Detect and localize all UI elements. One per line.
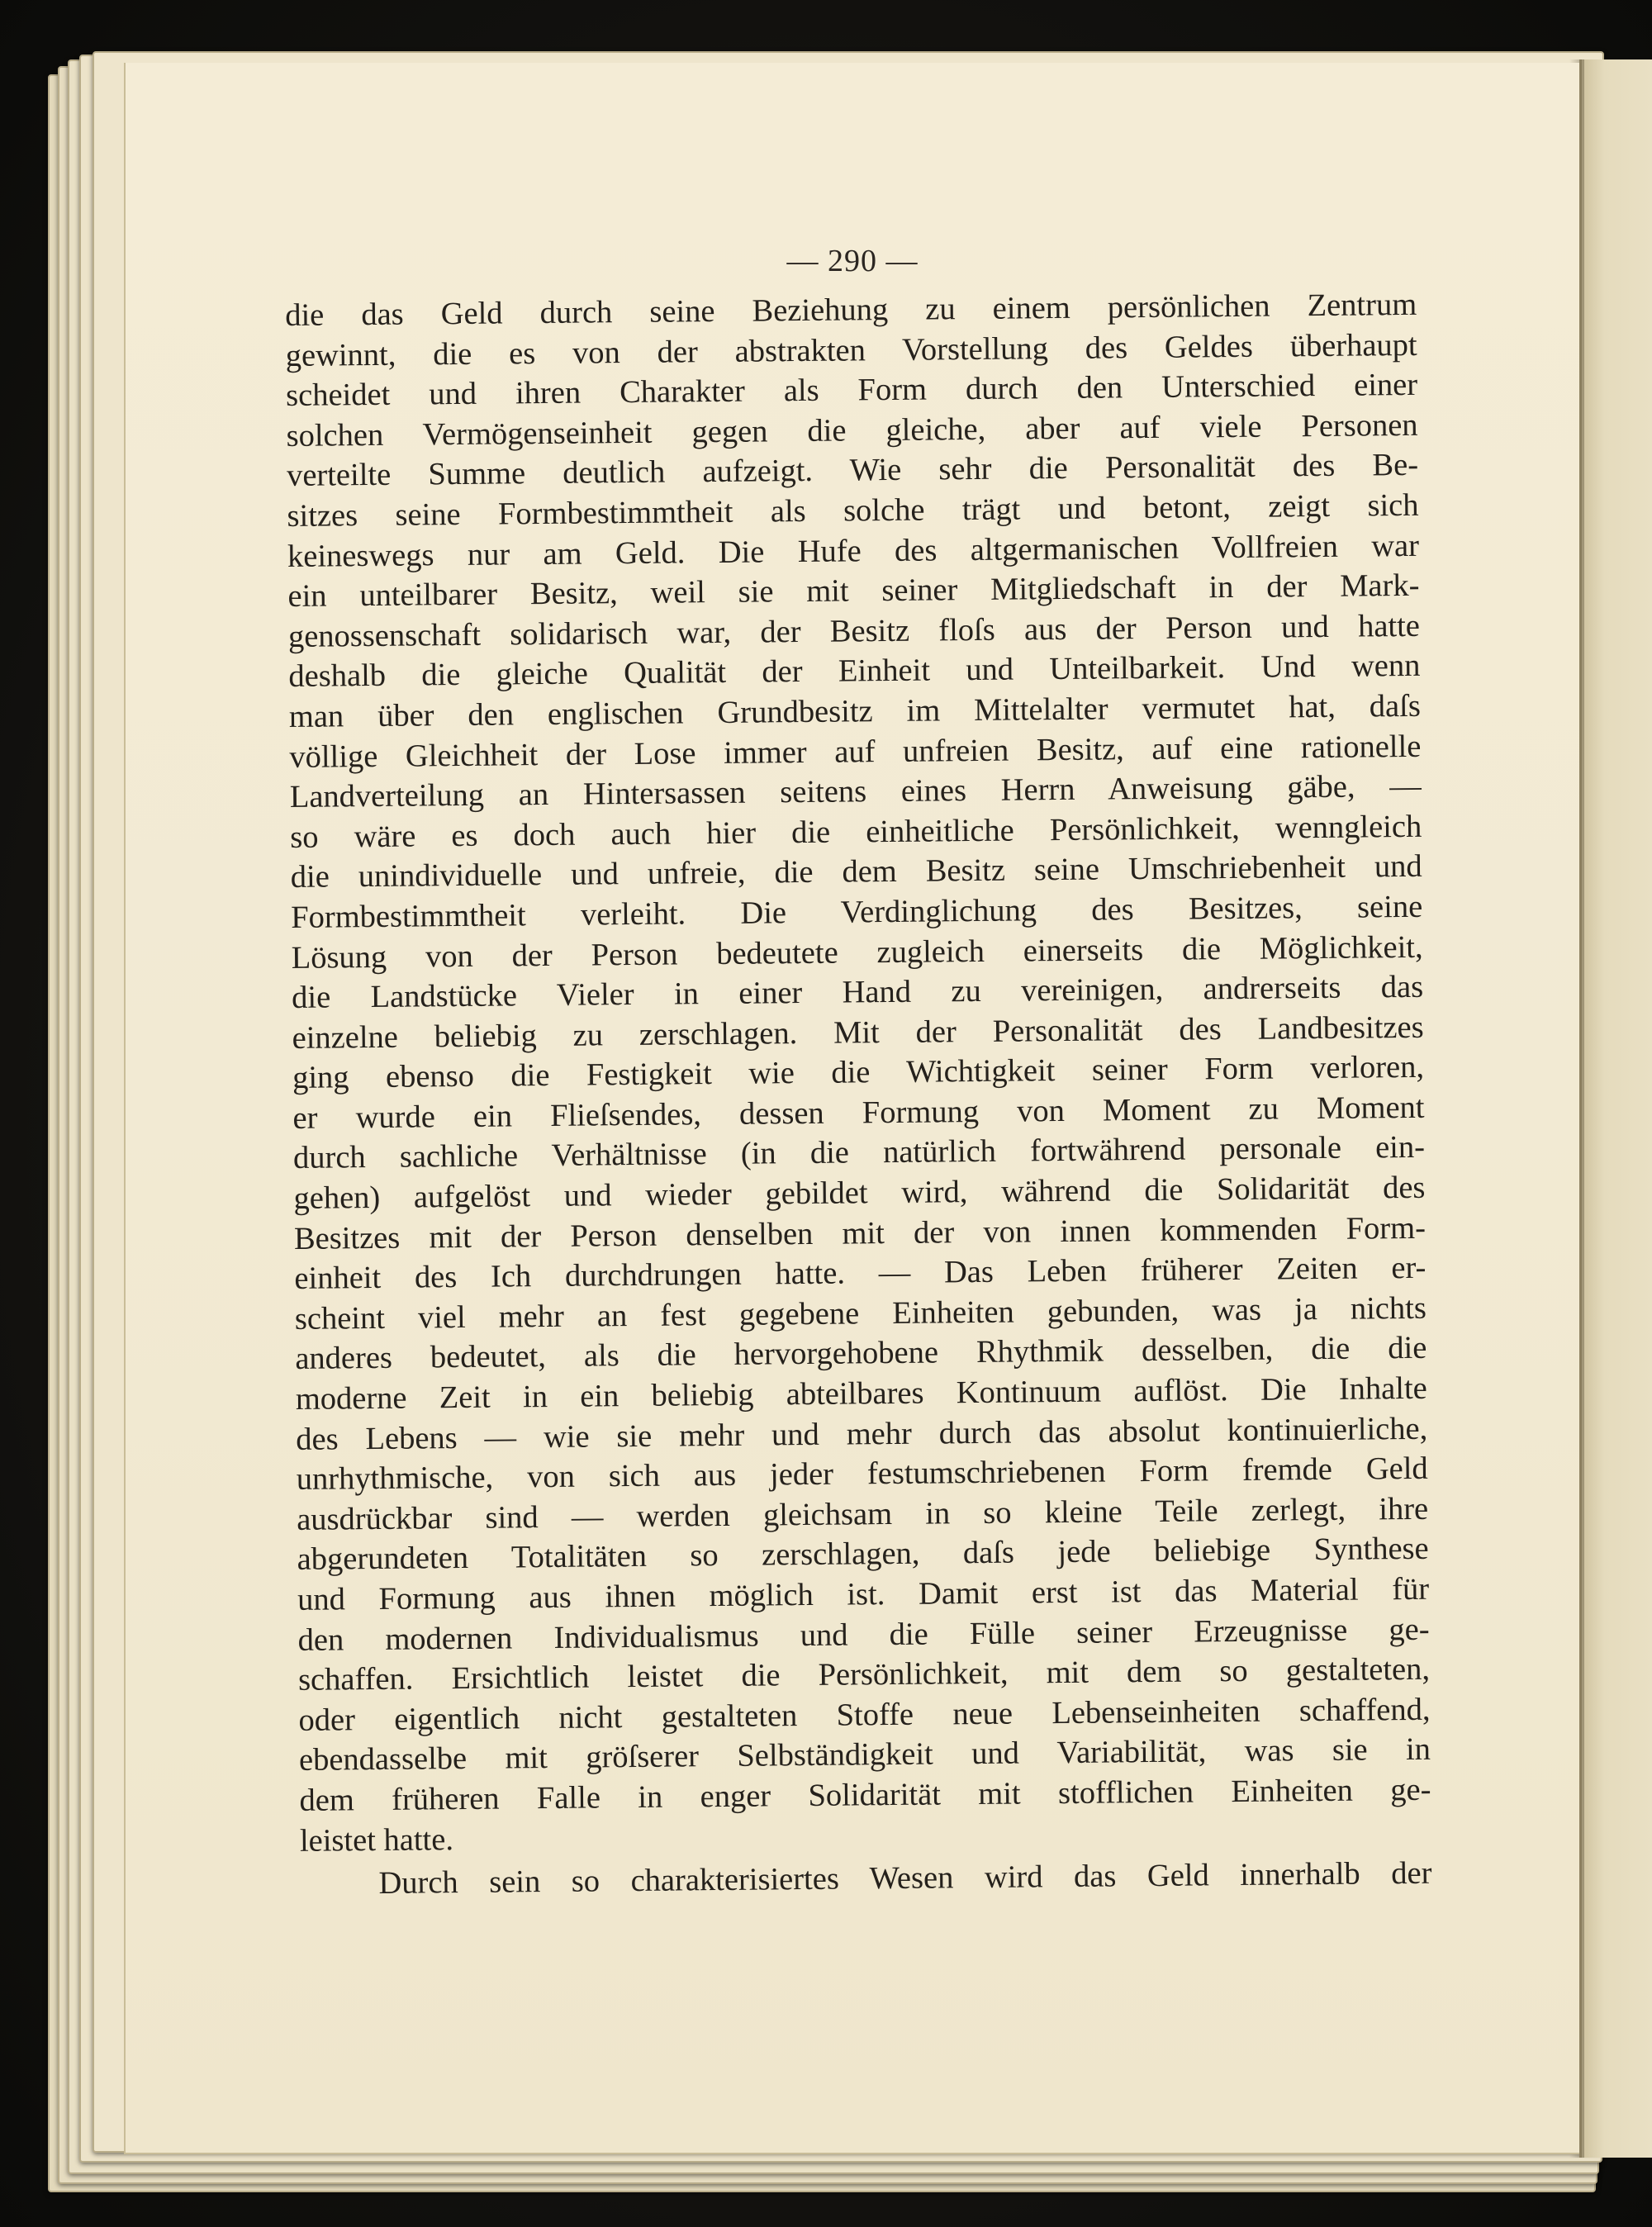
text-line: solchen Vermögenseinheit gegen die gleiche, aber auf viele Personen bbox=[286, 407, 1418, 453]
text-line: den modernen Individualismus und die Fülle seiner Erzeugnisse ge- bbox=[297, 1612, 1430, 1658]
text-line: gewinnt, die es von der abstrakten Vorstellung des Geldes überhaupt bbox=[285, 327, 1417, 373]
text-line: Landverteilung an Hintersassen seitens eines Herrn Anweisung gäbe, — bbox=[289, 768, 1422, 815]
text-line: man über den englischen Grundbesitz im Mittelalter vermutet hat, daſs bbox=[288, 688, 1422, 734]
text-line: unrhythmische, von sich aus jeder festumschriebenen Form fremde Geld bbox=[296, 1451, 1428, 1498]
text-line: ebendasselbe mit gröſserer Selbständigkeit und Variabilität, was sie in bbox=[298, 1732, 1431, 1778]
text-line: schaffen. Ersichtlich leistet die Persönlichkeit, mit dem so gestalteten, bbox=[297, 1651, 1431, 1698]
text-line: einheit des Ich durchdrungen hatte. — Das Leben früherer Zeiten er- bbox=[294, 1251, 1427, 1297]
body-text bbox=[285, 285, 1432, 1905]
text-line: verteilte Summe deutlich aufzeigt. Wie sehr die Personalität des Be- bbox=[286, 448, 1419, 494]
text-line: Formbestimmtheit verleiht. Die Verdinglichung des Besitzes, seine bbox=[291, 889, 1423, 935]
page-number: — 290 — bbox=[786, 244, 919, 278]
text-line: genossenschaft solidarisch war, der Besitz floſs aus der Person und hatte bbox=[287, 608, 1421, 654]
text-line: Besitzes mit der Person denselben mit der von innen kommenden Form- bbox=[293, 1210, 1427, 1256]
text-line: ein unteilbarer Besitz, weil sie mit seiner Mitgliedschaft in der Mark- bbox=[287, 567, 1420, 615]
text-line: des Lebens — wie sie mehr und mehr durch das absolut kontinuierliche, bbox=[296, 1411, 1428, 1457]
text-line: die Landstücke Vieler in einer Hand zu vereinigen, andrerseits das bbox=[291, 969, 1424, 1016]
text-line: leistet hatte. bbox=[299, 1821, 454, 1859]
text-line: so wäre es doch auch hier die einheitliche Persönlichkeit, wenngleich bbox=[290, 809, 1422, 855]
text-line: er wurde ein Flieſsendes, dessen Formung von Moment zu Moment bbox=[292, 1090, 1425, 1136]
text-line: die unindividuelle und unfreie, die dem Besitz seine Umschriebenheit und bbox=[290, 849, 1422, 895]
text-line: scheint viel mehr an fest gegebene Einheiten gebunden, was ja nichts bbox=[294, 1290, 1427, 1337]
text-line: Lösung von der Person bedeutete zugleich einerseits die Möglichkeit, bbox=[291, 929, 1423, 976]
text-line: keineswegs nur am Geld. Die Hufe des altgermanischen Vollfreien war bbox=[287, 528, 1420, 574]
text-line: ging ebenso die Festigkeit wie die Wichtigkeit seiner Form verloren, bbox=[292, 1050, 1425, 1096]
text-line: anderes bedeutet, als die hervorgehobene Rhythmik desselben, die die bbox=[295, 1331, 1427, 1377]
facing-page-edge bbox=[1579, 59, 1652, 2158]
text-line: sitzes seine Formbestimmtheit als solche trägt und betont, zeigt sich bbox=[287, 487, 1419, 534]
text-line: durch sachliche Verhältnisse (in die natürlich fortwährend personale ein- bbox=[292, 1130, 1426, 1176]
text-line: deshalb die gleiche Qualität der Einheit und Unteilbarkeit. Und wenn bbox=[288, 648, 1421, 695]
text-line: gehen) aufgelöst und wieder gebildet wird, während die Solidarität des bbox=[293, 1170, 1426, 1217]
text-line: oder eigentlich nicht gestalteten Stoffe neue Lebenseinheiten schaffend, bbox=[298, 1692, 1431, 1738]
text-line: die das Geld durch seine Beziehung zu einem persönlichen Zentrum bbox=[285, 287, 1417, 333]
text-line: abgerundeten Totalitäten so zerschlagen, daſs jede beliebige Synthese bbox=[297, 1531, 1429, 1578]
text-line: und Formung aus ihnen möglich ist. Damit erst ist das Material für bbox=[297, 1571, 1430, 1617]
text-line: völlige Gleichheit der Lose immer auf unfreien Besitz, auf eine rationelle bbox=[289, 729, 1422, 775]
text-line: moderne Zeit in ein beliebig abteilbares Kontinuum auflöst. Die Inhalte bbox=[295, 1370, 1427, 1417]
text-line: einzelne beliebig zu zerschlagen. Mit der Personalität des Landbesitzes bbox=[292, 1009, 1424, 1056]
text-line: dem früheren Falle in enger Solidarität mit stofflichen Einheiten ge- bbox=[299, 1772, 1431, 1818]
paragraph-start-line: Durch sein so charakterisiertes Wesen wird das Geld innerhalb der bbox=[378, 1855, 1432, 1902]
text-line: ausdrückbar sind — werden gleichsam in so kleine Teile zerlegt, ihre bbox=[297, 1491, 1429, 1537]
text-line: scheidet und ihren Charakter als Form durch den Unterschied einer bbox=[285, 368, 1418, 414]
